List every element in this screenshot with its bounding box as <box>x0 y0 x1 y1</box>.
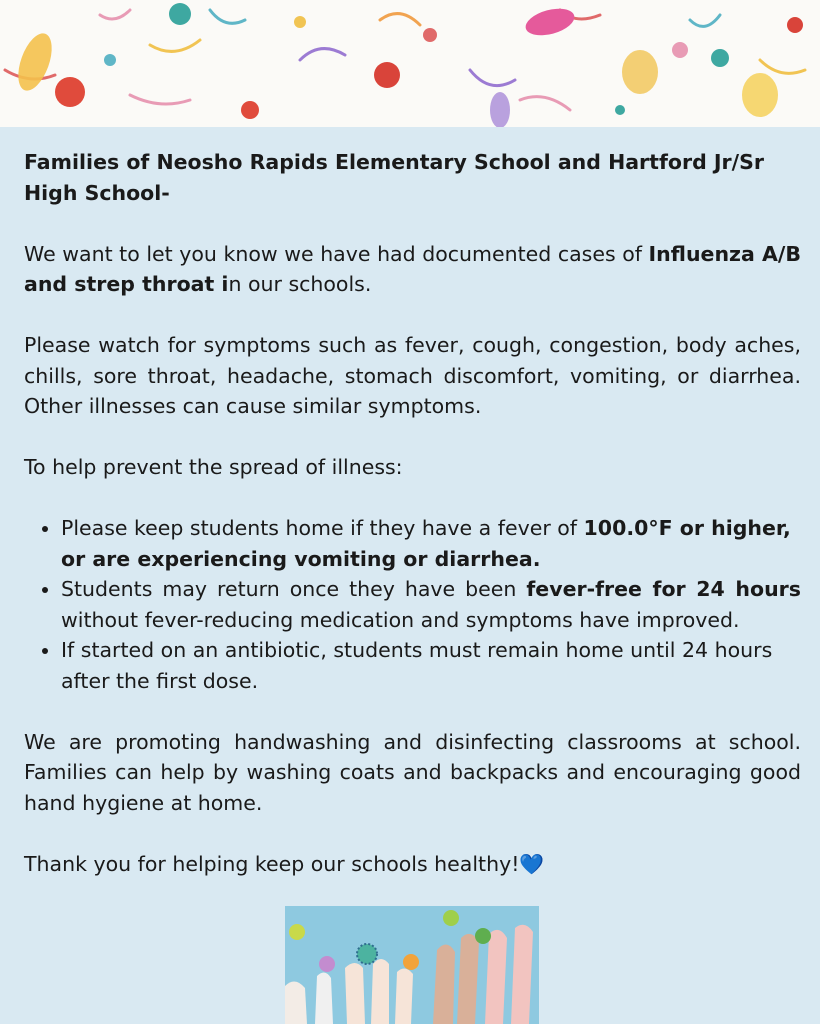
germs-banner <box>0 0 820 127</box>
intro-paragraph <box>24 239 801 300</box>
list-item <box>61 574 801 635</box>
list-item-text: If started on an antibiotic, students must remain home until 24 hours after the first dose. <box>61 638 773 693</box>
blue-heart-icon: 💙 <box>519 851 545 876</box>
notice-body <box>24 127 801 879</box>
list-item-bold-text: 100.0°F or higher, or are experiencing vomiting or diarrhea. <box>61 516 791 571</box>
list-item <box>61 635 801 696</box>
list-item-text-end: without fever-reducing medication and symptoms have improved. <box>61 607 740 632</box>
list-item-text: Please keep students home if they have a fever of <box>61 516 584 540</box>
intro-text-end: n our schools. <box>228 272 372 296</box>
hands-and-germs-icon <box>285 906 539 1024</box>
notice-heading: Families of Neosho Rapids Elementary School and Hartford Jr/Sr High School- <box>24 150 764 205</box>
thanks-text: Thank you for helping keep our schools healthy! <box>24 851 520 876</box>
germs-banner-icon <box>0 0 820 127</box>
hands-germs-illustration <box>285 906 539 1024</box>
intro-text: We want to let you know we have had documented cases of <box>24 241 649 266</box>
list-item <box>61 513 801 574</box>
thanks-paragraph <box>24 849 801 880</box>
list-item-bold-text: fever-free for 24 hours <box>526 577 801 601</box>
symptoms-paragraph: Please watch for symptoms such as fever, cough, congestion, body aches, chills, sore throat, headache, stomach discomfort, vomiting, or diarrhea. Other illnesses can cause similar symptoms. <box>24 333 801 418</box>
prevent-intro: To help prevent the spread of illness: <box>24 455 403 479</box>
list-item-text: Students may return once they have been <box>61 577 527 601</box>
handwashing-paragraph: We are promoting handwashing and disinfecting classrooms at school. Families can help by washing coats and backpacks and encouraging good hand hygiene at home. <box>24 729 801 815</box>
intro-bold-text: Influenza A/B and strep throat i <box>24 241 801 296</box>
prevention-list <box>24 513 801 696</box>
